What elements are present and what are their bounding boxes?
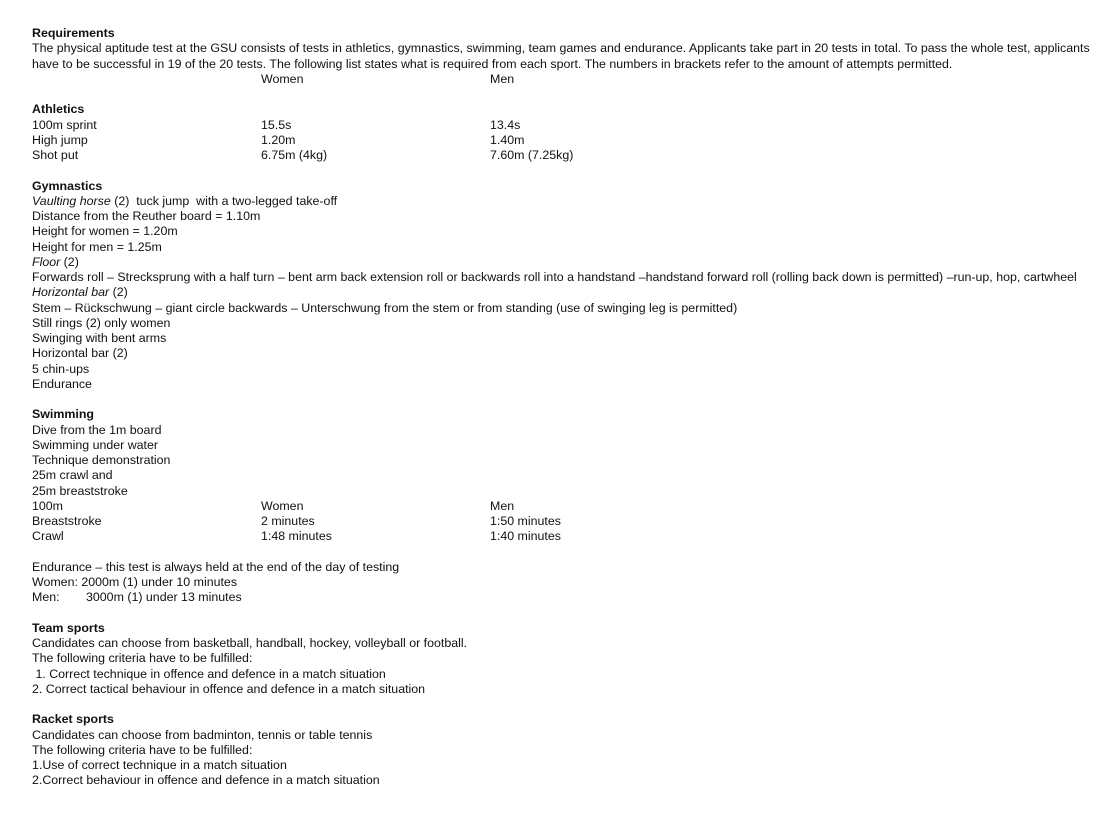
requirements-intro: The physical aptitude test at the GSU consists of tests in athletics, gymnastics, swimming, team games and endurance. Applicants take part in 20 tests in total. To pass the whole test, applicants have to be successful in 19 of the 20 tests. The following list states what is required from each sport. The numbers in brackets refer to the amount of attempts permitted. <box>32 41 1090 71</box>
floor-name: Floor <box>32 254 61 269</box>
swimming-item: 25m breaststroke <box>32 483 128 498</box>
chinups-line: 5 chin-ups <box>32 361 90 376</box>
athletics-women: 15.5s <box>261 117 292 132</box>
col-men-label: Men <box>490 71 515 86</box>
rings-description: Swinging with bent arms <box>32 331 167 345</box>
racket-sports-criteria-intro: The following criteria have to be fulfilled: <box>32 742 253 757</box>
swimming-event: Crawl <box>32 529 64 544</box>
vault-height-men: Height for men = 1.25m <box>32 239 162 254</box>
swimming-women: 2 minutes <box>261 514 315 528</box>
athletics-women: 6.75m (4kg) <box>261 148 328 162</box>
hbar-rest: (2) <box>109 285 128 300</box>
col-women-label: Women <box>261 71 304 86</box>
athletics-row <box>32 118 1092 133</box>
athletics-row <box>32 133 1092 148</box>
endurance-title: Endurance – this test is always held at the end of the day of testing <box>32 559 400 574</box>
column-header-row <box>32 72 1092 87</box>
team-sports-choice: Candidates can choose from basketball, handball, hockey, volleyball or football. <box>32 636 468 650</box>
vault-line <box>32 194 1092 209</box>
hbar-description: Stem – Rückschwung – giant circle backwards – Unterschwung from the stem or from standing (use of swinging leg is permitted) <box>32 300 738 315</box>
gym-endurance-line: Endurance <box>32 376 92 391</box>
rings-line: Still rings (2) only women <box>32 315 171 330</box>
vault-distance: Distance from the Reuther board = 1.10m <box>32 209 261 223</box>
hbar2-line: Horizontal bar (2) <box>32 346 128 361</box>
swimming-item: Swimming under water <box>32 437 159 452</box>
swimming-header-row <box>32 499 1092 514</box>
racket-sports-criterion: 1.Use of correct technique in a match situation <box>32 758 287 772</box>
athletics-event: 100m sprint <box>32 117 97 132</box>
team-sports-criteria-intro: The following criteria have to be fulfilled: <box>32 651 253 666</box>
team-sports-criterion: 2. Correct tactical behaviour in offence and defence in a match situation <box>32 681 426 696</box>
swimming-item: 25m crawl and <box>32 468 113 483</box>
swimming-row <box>32 529 1092 544</box>
endurance-men-line <box>32 590 1092 605</box>
athletics-heading: Athletics <box>32 102 85 117</box>
endurance-women: Women: 2000m (1) under 10 minutes <box>32 575 238 589</box>
swimming-header-event: 100m <box>32 498 63 513</box>
swimming-item: Dive from the 1m board <box>32 422 162 437</box>
team-sports-criterion: 1. Correct technique in offence and defence in a match situation <box>32 666 386 681</box>
swimming-men: 1:40 minutes <box>490 529 561 544</box>
swimming-men: 1:50 minutes <box>490 514 561 528</box>
racket-sports-choice: Candidates can choose from badminton, tennis or table tennis <box>32 727 373 742</box>
racket-sports-heading: Racket sports <box>32 712 114 727</box>
floor-rest: (2) <box>60 254 79 269</box>
swimming-women: 1:48 minutes <box>261 529 332 544</box>
swimming-event: Breaststroke <box>32 514 102 528</box>
swimming-heading: Swimming <box>32 407 94 422</box>
gymnastics-heading: Gymnastics <box>32 178 103 193</box>
floor-line <box>32 255 1092 270</box>
vault-rest: (2) tuck jump with a two-legged take-off <box>110 193 338 208</box>
document <box>32 26 1092 789</box>
vault-name: Vaulting horse <box>32 193 111 208</box>
hbar-name: Horizontal bar <box>32 285 110 300</box>
endurance-men-label: Men: <box>32 590 60 605</box>
floor-description: Forwards roll – Strecksprung with a half turn – bent arm back extension roll or backwards roll into a handstand –handstand forward roll (rolling back down is permitted) –run-up, hop, cartwheel <box>32 270 1077 284</box>
athletics-men: 13.4s <box>490 117 521 132</box>
athletics-event: High jump <box>32 132 88 147</box>
team-sports-heading: Team sports <box>32 620 105 635</box>
athletics-row <box>32 148 1092 163</box>
hbar-line <box>32 285 1092 300</box>
requirements-heading: Requirements <box>32 26 115 40</box>
athletics-men: 1.40m <box>490 132 525 147</box>
athletics-men: 7.60m (7.25kg) <box>490 148 574 162</box>
swimming-header-women: Women <box>261 498 304 513</box>
swimming-item: Technique demonstration <box>32 453 171 467</box>
swimming-row <box>32 514 1092 529</box>
endurance-men-value: 3000m (1) under 13 minutes <box>86 590 242 605</box>
athletics-event: Shot put <box>32 148 79 162</box>
vault-height-women: Height for women = 1.20m <box>32 224 178 239</box>
swimming-header-men: Men <box>490 498 515 513</box>
racket-sports-criterion: 2.Correct behaviour in offence and defence in a match situation <box>32 773 380 788</box>
athletics-women: 1.20m <box>261 132 296 147</box>
